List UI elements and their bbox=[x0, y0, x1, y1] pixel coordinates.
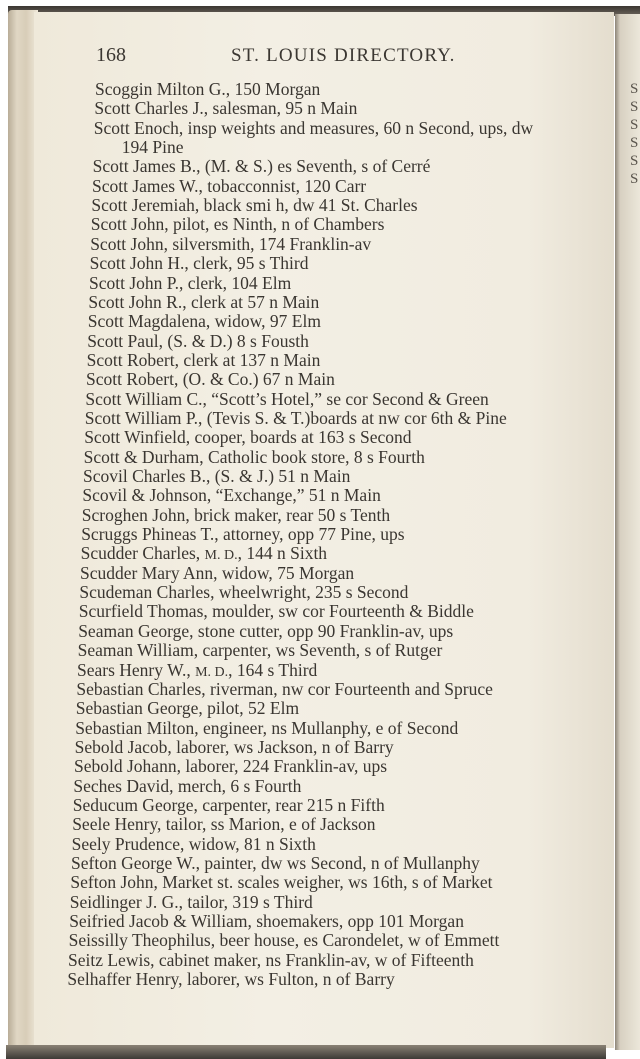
entry-text: Sebold Jacob, laborer, ws Jackson, n of Barry bbox=[74, 736, 394, 757]
directory-entry bbox=[82, 506, 390, 525]
entry-text: Selhaffer Henry, laborer, ws Fulton, n of Barry bbox=[67, 969, 395, 990]
entry-text: Scruggs Phineas T., attorney, opp 77 Pine, ups bbox=[81, 524, 405, 545]
entry-address: , 144 n Sixth bbox=[237, 543, 328, 564]
entry-text: Seaman William, carpenter, ws Seventh, s of Rutger bbox=[77, 640, 443, 661]
entry-text: Seifried Jacob & William, shoemakers, opp 101 Morgan bbox=[69, 911, 464, 932]
entry-text: Sears Henry W., bbox=[77, 659, 196, 680]
entry-text: Scott John P., clerk, 104 Elm bbox=[89, 272, 292, 293]
next-page-letter: S bbox=[630, 135, 639, 151]
bottom-shadow bbox=[6, 1045, 606, 1059]
directory-entry bbox=[88, 293, 319, 312]
entry-text: Scott John H., clerk, 95 s Third bbox=[89, 253, 309, 274]
next-page-letter: S bbox=[630, 81, 639, 97]
entry-text: Scudder Mary Ann, widow, 75 Morgan bbox=[80, 562, 355, 583]
entry-text: Sefton George W., painter, dw ws Second, n of Mullanphy bbox=[71, 853, 480, 873]
directory-entry bbox=[73, 777, 301, 796]
entry-text: Sebastian Charles, riverman, nw cor Fourteenth and Spruce bbox=[76, 678, 493, 699]
entry-text: Scovil Charles B., (S. & J.) 51 n Main bbox=[83, 466, 351, 486]
entry-title-abbrev: M. D. bbox=[204, 548, 238, 564]
entry-text: Scott Paul, (S. & D.) 8 s Fousth bbox=[87, 330, 309, 351]
entry-text: Scott Robert, (O. & Co.) 67 n Main bbox=[86, 369, 335, 390]
entry-text: Seissilly Theophilus, beer house, es Carondelet, w of Emmett bbox=[68, 930, 500, 951]
running-title: ST. LOUIS DIRECTORY. bbox=[231, 45, 456, 66]
directory-entry bbox=[72, 815, 375, 834]
directory-entry bbox=[93, 157, 431, 176]
next-page-letter: S bbox=[630, 117, 639, 133]
directory-entry bbox=[71, 854, 480, 873]
entry-text: Scott James W., tobacconnist, 120 Carr bbox=[92, 175, 367, 196]
entry-text: Scott William P., (Tevis S. & T.)boards at nw cor 6th & Pine bbox=[84, 407, 507, 428]
entry-text: Scott Magdalena, widow, 97 Elm bbox=[87, 311, 321, 332]
next-page-letters bbox=[630, 80, 640, 188]
directory-entry bbox=[95, 80, 320, 99]
entry-text: Seches David, merch, 6 s Fourth bbox=[73, 775, 302, 796]
entry-text: Scott Robert, clerk at 137 n Main bbox=[86, 349, 321, 370]
directory-entry bbox=[73, 796, 385, 815]
entry-text: Scovil & Johnson, “Exchange,” 51 n Main bbox=[82, 485, 381, 506]
page-number: 168 bbox=[96, 44, 126, 66]
directory-entry bbox=[84, 448, 425, 467]
directory-entry bbox=[69, 912, 464, 931]
entry-continuation: 194 Pine bbox=[121, 136, 184, 157]
directory-entry bbox=[92, 177, 366, 196]
entry-text: Scurfield Thomas, moulder, sw cor Fourteenth & Biddle bbox=[78, 601, 474, 622]
directory-entry bbox=[81, 525, 404, 544]
entry-text: Scott Winfield, cooper, boards at 163 s Second bbox=[84, 427, 412, 448]
entry-text: Seely Prudence, widow, 81 n Sixth bbox=[71, 833, 316, 854]
directory-entry bbox=[90, 235, 371, 254]
directory-entry bbox=[87, 351, 321, 370]
directory-entry bbox=[72, 835, 316, 854]
directory-entry bbox=[88, 312, 321, 331]
entry-address: , 164 s Third bbox=[228, 659, 318, 680]
directory-entry bbox=[86, 370, 335, 389]
directory-entry bbox=[87, 332, 309, 351]
directory-entry bbox=[76, 680, 492, 699]
directory-entry bbox=[82, 486, 380, 505]
entry-text: Scott Jeremiah, black smi h, dw 41 St. Charles bbox=[91, 195, 418, 216]
entry-text: Scoggin Milton G., 150 Morgan bbox=[95, 79, 321, 99]
page-header bbox=[96, 44, 616, 68]
entry-text: Seidlinger J. G., tailor, 319 s Third bbox=[69, 891, 313, 912]
directory-entry bbox=[70, 873, 492, 892]
directory-entry bbox=[90, 254, 309, 273]
entry-text: Scott John, pilot, es Ninth, n of Chambers bbox=[90, 214, 385, 235]
entry-text: Scott William C., “Scott’s Hotel,” se cor Second & Green bbox=[85, 388, 489, 409]
directory-entry bbox=[78, 641, 443, 660]
next-page-letter: S bbox=[630, 171, 639, 187]
directory-entry bbox=[94, 119, 533, 157]
entry-text: Seitz Lewis, cabinet maker, ns Franklin-av, w of Fifteenth bbox=[68, 949, 474, 970]
entry-text: Sebastian Milton, engineer, ns Mullanphy, e of Second bbox=[75, 717, 459, 738]
directory-entry bbox=[69, 931, 500, 950]
directory-entry bbox=[79, 583, 408, 602]
entry-title-abbrev: M. D. bbox=[195, 664, 229, 680]
directory-entry bbox=[85, 390, 488, 409]
directory-entry bbox=[74, 757, 387, 776]
entry-text: Seaman George, stone cutter, opp 90 Franklin-av, ups bbox=[78, 620, 454, 641]
entry-text: Scudeman Charles, wheelwright, 235 s Second bbox=[79, 582, 409, 603]
directory-entry bbox=[76, 699, 299, 718]
directory-entry bbox=[75, 738, 394, 757]
entry-text: Scroghen John, brick maker, rear 50 s Tenth bbox=[81, 504, 391, 525]
entry-text: Sebold Johann, laborer, 224 Franklin-av, ups bbox=[74, 756, 388, 777]
entry-text: Scudder Charles, bbox=[80, 543, 205, 564]
entry-text: Seele Henry, tailor, ss Marion, e of Jackson bbox=[72, 814, 376, 835]
directory-entry bbox=[94, 99, 357, 118]
directory-entry bbox=[84, 428, 411, 447]
directory-entry bbox=[89, 274, 291, 293]
directory-entry bbox=[68, 951, 474, 970]
entry-text: Scott James B., (M. & S.) es Seventh, s of Cerré bbox=[92, 156, 431, 177]
next-page-letter: S bbox=[630, 99, 639, 115]
directory-entry bbox=[67, 970, 394, 989]
next-page-letter: S bbox=[630, 153, 639, 169]
entry-text: Scott Charles J., salesman, 95 n Main bbox=[94, 98, 358, 119]
directory-entry bbox=[79, 602, 474, 621]
directory-entry bbox=[80, 564, 354, 583]
entry-text: Scott Enoch, insp weights and measures, 60 n Second, ups, dw bbox=[93, 117, 534, 138]
directory-entry bbox=[83, 467, 350, 486]
entry-text: Scott John, silversmith, 174 Franklin-av bbox=[90, 233, 372, 254]
directory-entry bbox=[78, 622, 453, 641]
directory-entry bbox=[91, 196, 417, 215]
entry-text: Sebastian George, pilot, 52 Elm bbox=[75, 698, 300, 719]
entry-text: Seducum George, carpenter, rear 215 n Fifth bbox=[72, 794, 385, 815]
entry-text: Scott & Durham, Catholic book store, 8 s Fourth bbox=[83, 446, 425, 467]
directory-entry bbox=[75, 719, 458, 738]
entry-text: Sefton John, Market st. scales weigher, ws 16th, s of Market bbox=[70, 872, 493, 893]
directory-entry bbox=[85, 409, 507, 428]
entry-text: Scott John R., clerk at 57 n Main bbox=[88, 291, 320, 312]
directory-entry bbox=[91, 215, 385, 234]
directory-entry bbox=[70, 893, 313, 912]
